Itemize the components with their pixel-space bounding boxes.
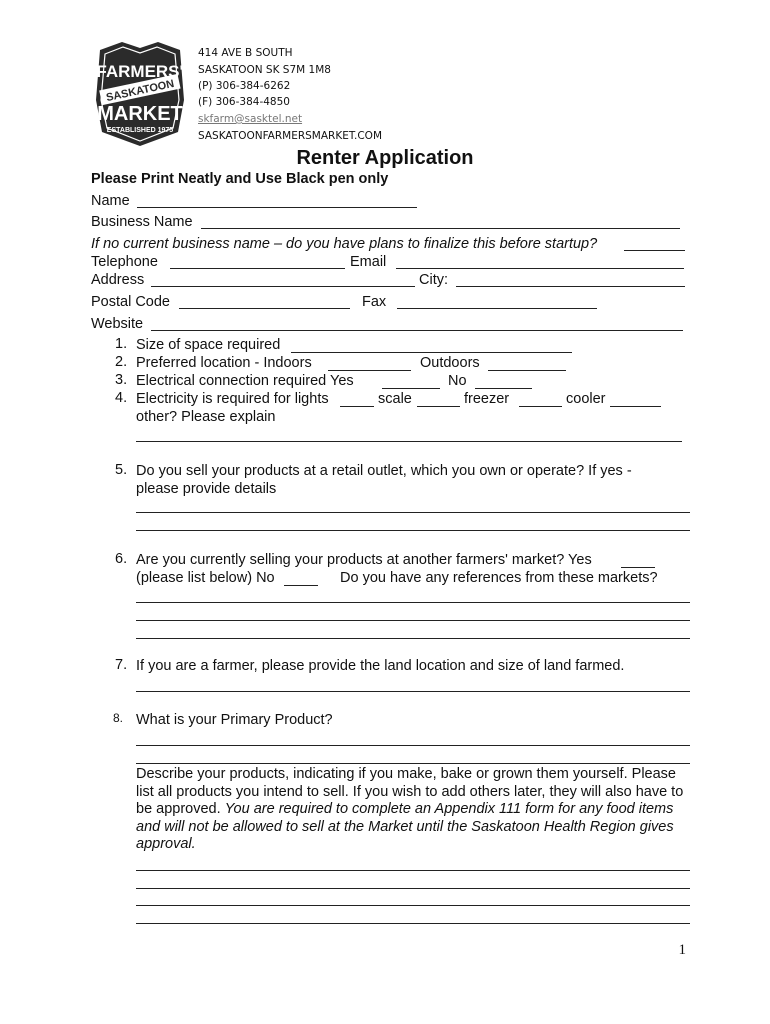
address-label: Address: [91, 272, 145, 288]
q4-text-cooler: cooler: [566, 391, 606, 407]
q6-answer-line-3[interactable]: [136, 638, 690, 639]
logo-text-saskatoon: SASKATOON: [105, 77, 176, 105]
q8-number: 8.: [113, 711, 124, 725]
contact-fax: (F) 306-384-4850: [198, 96, 290, 108]
email-field[interactable]: [396, 268, 684, 269]
page-subtitle: Please Print Neatly and Use Black pen only: [91, 171, 389, 187]
describe-products-paragraph: [136, 766, 691, 854]
website-label: Website: [91, 316, 144, 332]
contact-city: SASKATOON SK S7M 1M8: [198, 64, 331, 76]
q6-yes-field[interactable]: [621, 567, 655, 568]
contact-address: 414 AVE B SOUTH: [198, 47, 293, 59]
describe-answer-line-2[interactable]: [136, 888, 690, 889]
q4-text-lights: Electricity is required for lights: [136, 391, 329, 407]
contact-phone: (P) 306-384-6262: [198, 80, 291, 92]
q5-number: 5.: [115, 462, 128, 478]
q3-text-no: No: [448, 373, 467, 389]
q6-number: 6.: [115, 551, 128, 567]
q3-yes-field[interactable]: [382, 388, 440, 389]
q1-answer-field[interactable]: [291, 352, 572, 353]
q5-answer-line-1[interactable]: [136, 512, 690, 513]
q4-explain-field[interactable]: [136, 441, 682, 442]
name-field[interactable]: [137, 207, 417, 208]
q6-no-field[interactable]: [284, 585, 318, 586]
q2-text-indoors: Preferred location - Indoors: [136, 355, 312, 371]
name-label: Name: [91, 193, 130, 209]
q6-answer-line-2[interactable]: [136, 620, 690, 621]
q2-number: 2.: [115, 354, 128, 370]
address-field[interactable]: [151, 286, 415, 287]
q2-outdoors-field[interactable]: [488, 370, 566, 371]
logo-text-established: ESTABLISHED 1975: [106, 127, 174, 134]
q8-answer-line-2[interactable]: [136, 763, 690, 764]
q7-text: If you are a farmer, please provide the land location and size of land farmed.: [136, 658, 625, 674]
page-title: Renter Application: [296, 147, 474, 169]
describe-answer-line-3[interactable]: [136, 905, 690, 906]
page-number: 1: [678, 942, 686, 958]
q4-freezer-field[interactable]: [519, 406, 562, 407]
q7-answer-field[interactable]: [136, 691, 690, 692]
logo-text-market: MARKET: [97, 103, 183, 125]
q4-text-freezer: freezer: [464, 391, 510, 407]
website-field[interactable]: [151, 330, 683, 331]
email-label: Email: [350, 254, 387, 270]
q6-text-references: Do you have any references from these markets?: [340, 570, 658, 586]
city-field[interactable]: [456, 286, 685, 287]
fax-label: Fax: [362, 294, 387, 310]
q6-text-line1: Are you currently selling your products at another farmers' market? Yes: [136, 552, 592, 568]
business-name-field[interactable]: [201, 228, 680, 229]
q4-text-other: other? Please explain: [136, 409, 276, 425]
q4-cooler-field[interactable]: [610, 406, 661, 407]
q8-text: What is your Primary Product?: [136, 712, 333, 728]
q3-text-yes: Electrical connection required Yes: [136, 373, 354, 389]
q2-text-outdoors: Outdoors: [420, 355, 480, 371]
q1-text: Size of space required: [136, 337, 281, 353]
q5-text-line1: Do you sell your products at a retail outlet, which you own or operate? If yes -: [136, 463, 632, 479]
q3-number: 3.: [115, 372, 128, 388]
q5-answer-line-2[interactable]: [136, 530, 690, 531]
contact-website: SASKATOONFARMERSMARKET.COM: [198, 130, 383, 142]
contact-email-link[interactable]: [198, 111, 302, 128]
q6-answer-line-1[interactable]: [136, 602, 690, 603]
q4-text-scale: scale: [378, 391, 412, 407]
q4-lights-field[interactable]: [340, 406, 374, 407]
startup-question: If no current business name – do you have plans to finalize this before startup?: [91, 236, 598, 252]
postal-code-label: Postal Code: [91, 294, 170, 310]
describe-instructions: Describe your products, indicating if you make, bake or grown them yourself. Please list all products you intend to sell. If you wish to add others later, they will also have to be approved.: [136, 766, 684, 817]
postal-code-field[interactable]: [179, 308, 350, 309]
q7-number: 7.: [115, 657, 128, 673]
q1-number: 1.: [115, 336, 128, 352]
q3-no-field[interactable]: [475, 388, 532, 389]
telephone-label: Telephone: [91, 254, 158, 270]
q8-answer-line-1[interactable]: [136, 745, 690, 746]
city-label: City:: [419, 272, 448, 288]
describe-answer-line-4[interactable]: [136, 923, 690, 924]
describe-answer-line-1[interactable]: [136, 870, 690, 871]
telephone-field[interactable]: [170, 268, 345, 269]
contact-email[interactable]: skfarm@sasktel.net: [198, 113, 303, 125]
q2-indoors-field[interactable]: [328, 370, 411, 371]
q4-scale-field[interactable]: [417, 406, 460, 407]
appendix-notice: You are required to complete an Appendix 111 form for any food items and will not be allowed to sell at the Market until the Saskatoon Health Region gives approval.: [136, 801, 674, 852]
q4-number: 4.: [115, 390, 128, 406]
fax-field[interactable]: [397, 308, 597, 309]
q6-text-no: (please list below) No: [136, 570, 275, 586]
startup-answer-field[interactable]: [624, 250, 685, 251]
farmers-market-logo: [92, 40, 188, 148]
business-name-label: Business Name: [91, 214, 193, 230]
logo-text-farmers: FARMERS': [96, 62, 184, 81]
q5-text-line2: please provide details: [136, 481, 277, 497]
